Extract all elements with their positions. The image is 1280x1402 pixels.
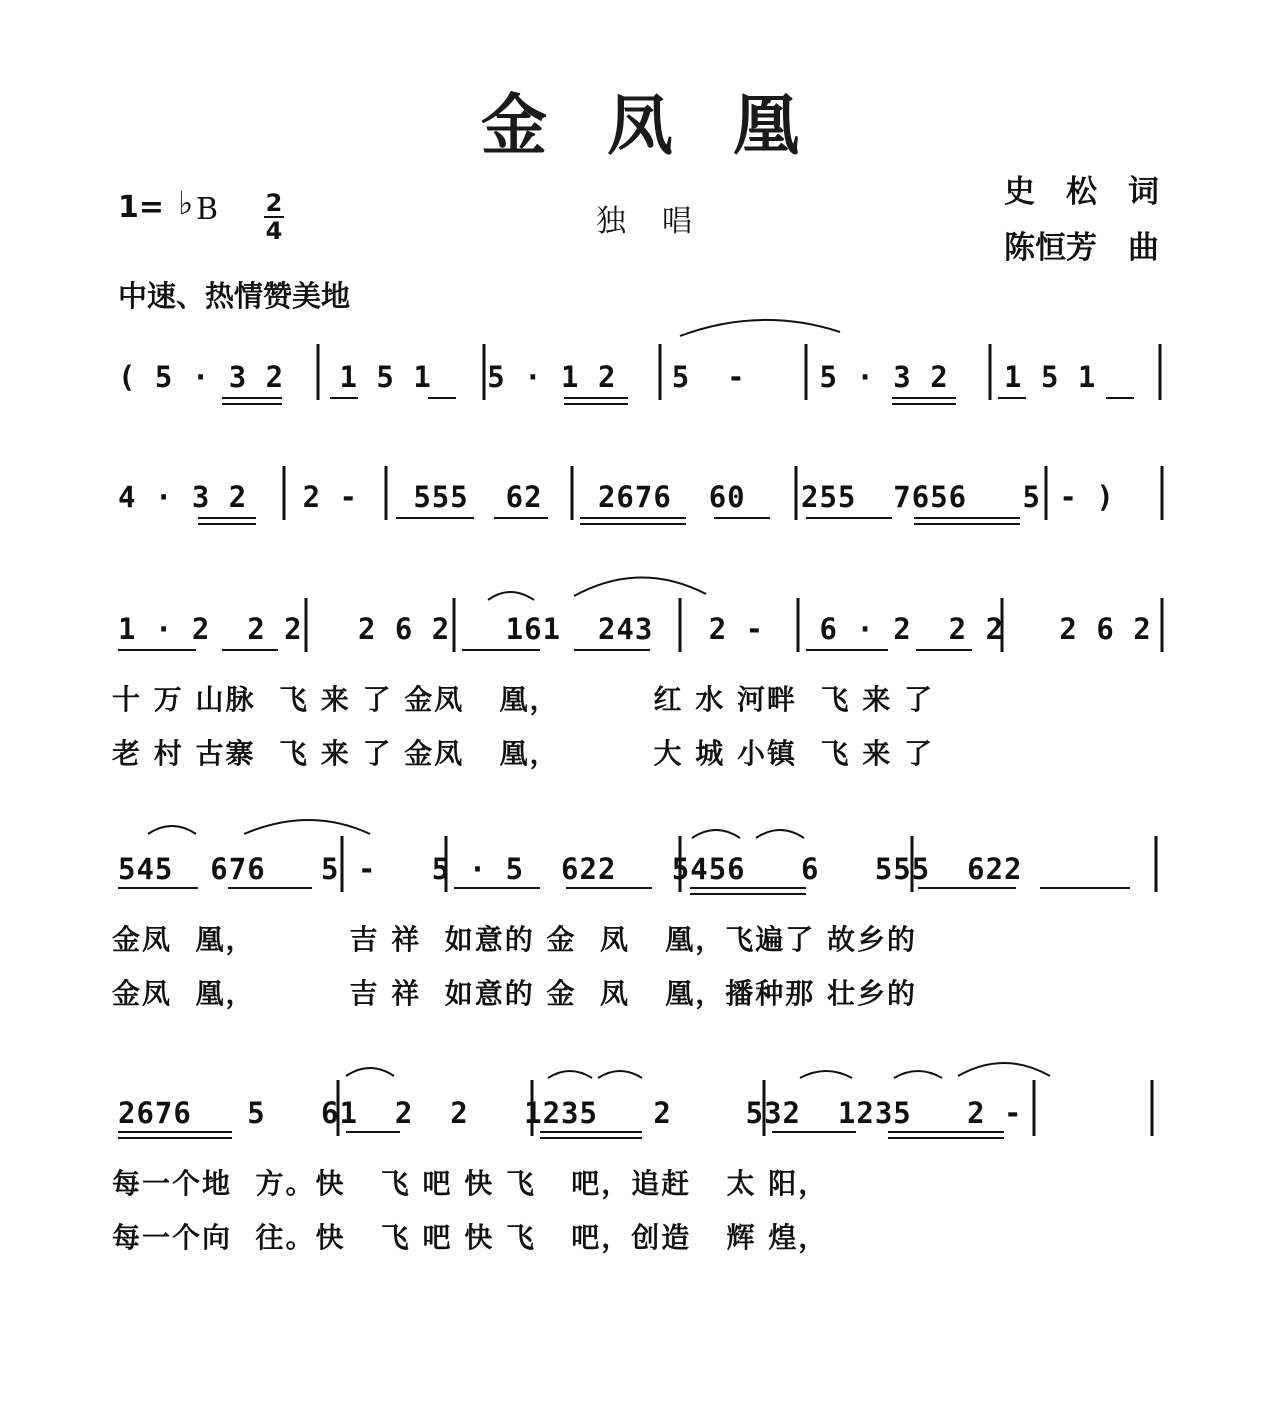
key-note: B (196, 192, 219, 227)
score-line-3: 1 · 2 2 2 2 6 2 161 243 2 - 6 · 2 2 2 2 6 2 (118, 612, 1152, 646)
tempo-marking: 中速、热情赞美地 (118, 279, 351, 313)
lyric-line-3-verse-1: 十 万 山脉 飞 来 了 金凤 凰， 红 水 河畔 飞 来 了 (112, 683, 934, 716)
song-title: 金凤凰 (481, 86, 859, 164)
key-prefix: 1= (118, 190, 165, 225)
lyric-line-5-verse-1: 每一个地 方。快 飞 吧 快 飞 吧，追赶 太 阳， (112, 1167, 829, 1200)
lyricist-credit: 史 松 词 (1004, 174, 1159, 210)
lyric-line-4-verse-2: 金凤 凰， 吉 祥 如意的 金 凤 凰，播种那 壮乡的 (112, 977, 917, 1010)
key-flat-sign: ♭ (178, 184, 194, 222)
score-line-2: 4 · 3 2 2 - 555 62 2676 60 255 7656 5 - ) (118, 480, 1115, 514)
rhythm-underlines (118, 398, 1134, 1138)
time-signature-bottom: 4 (265, 217, 283, 245)
bar-lines (284, 344, 1162, 1136)
lyric-line-3-verse-2: 老 村 古寨 飞 来 了 金凤 凰， 大 城 小镇 飞 来 了 (112, 737, 934, 770)
score-line-4: 545 676 5 - 5 · 5 622 5456 6 555 622 (118, 852, 1023, 886)
time-signature-top: 2 (265, 189, 283, 217)
score-line-5: 2676 5 61 2 2 1235 2 532 1235 2 - (118, 1096, 1023, 1130)
lyric-line-4-verse-1: 金凤 凰， 吉 祥 如意的 金 凤 凰，飞遍了 故乡的 (112, 923, 917, 956)
composer-credit: 陈恒芳 曲 (1004, 230, 1159, 266)
slurs (148, 320, 1050, 1078)
score-line-1: ( 5 · 3 2 1 5 1 5 · 1 2 5 - 5 · 3 2 1 5 1 (118, 360, 1097, 394)
lyric-line-5-verse-2: 每一个向 往。快 飞 吧 快 飞 吧，创造 辉 煌， (112, 1221, 829, 1254)
performance-style: 独唱 (596, 204, 728, 239)
